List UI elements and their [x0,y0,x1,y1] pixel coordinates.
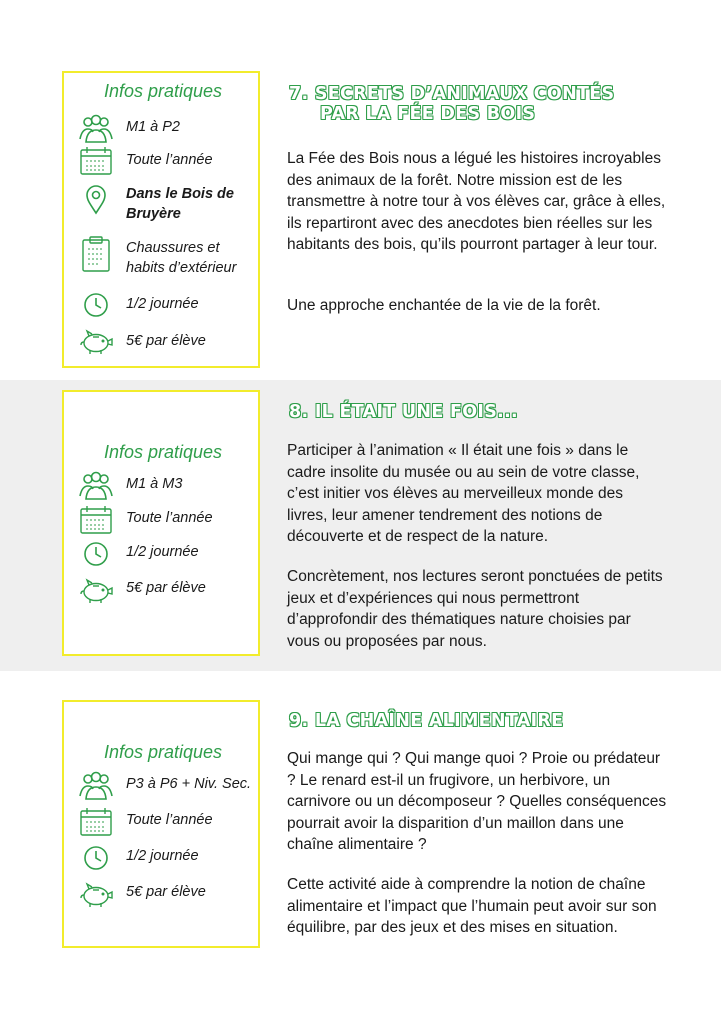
calendar-icon [78,504,114,536]
piggy-bank-icon [78,574,114,606]
clipboard-icon [78,235,114,273]
calendar-icon [78,145,114,177]
group-icon [78,113,114,145]
clock-icon [78,289,114,321]
info-price: 5€ par élève [126,580,206,596]
info-period: Toute l’année [126,152,213,168]
info-title: Infos pratiques [103,742,223,762]
info-age: M1 à P2 [126,119,180,135]
section-title-8 [289,402,518,422]
info-age: P3 à P6 + Niv. Sec. [126,776,252,792]
section-paragraph: Concrètement, nos lectures seront ponctuées de petits jeux et d’expériences qui nous permettront d’approfondir des thématiques nature choisies par vous ou proposées par nous. [287,568,663,650]
section-paragraph: Qui mange qui ? Qui mange quoi ? Proie ou prédateur ? Le renard est-il un frugivore, un herbivore, un carnivore ou un décomposeur ? Quelles conséquences pourrait avoir la disparition d’un maillon dans une chaîne alimentaire ? [287,750,667,854]
location-pin-icon [78,183,114,215]
section-title-line1: 9. LA CHAÎNE ALIMENTAIRE [289,711,564,731]
info-period: Toute l’année [126,812,213,828]
info-box-section-8 [62,390,260,656]
section-paragraph: Une approche enchantée de la vie de la forêt. [287,297,601,314]
info-price: 5€ par élève [126,884,206,900]
info-price: 5€ par élève [126,333,206,349]
section-title-9 [289,711,563,731]
clock-icon [78,842,114,874]
section-paragraph: Cette activité aide à comprendre la notion de chaîne alimentaire et l’impact que l’humain peut avoir sur son équilibre, par des jeux et des mises en situation. [287,876,657,937]
info-period: Toute l’année [126,510,213,526]
info-duration: 1/2 journée [126,848,199,864]
section-title-line2: PAR LA FÉE DES BOIS [320,104,536,124]
section-title-line1: 7. SECRETS D’ANIMAUX CONTÉS [289,84,615,104]
info-box-section-9 [62,700,260,948]
calendar-icon [78,806,114,838]
piggy-bank-icon [78,325,114,357]
info-equipment: Chaussures et habits d’extérieur [126,240,237,276]
section-title-line1: 8. IL ÉTAIT UNE FOIS... [289,402,518,422]
info-location: Dans le Bois de Bruyère [126,186,234,222]
piggy-bank-icon [78,878,114,910]
info-title: Infos pratiques [103,442,223,462]
info-age: M1 à M3 [126,476,183,492]
info-title: Infos pratiques [103,81,223,101]
info-box-section-7 [62,71,260,368]
section-title-7 [289,84,614,124]
info-duration: 1/2 journée [126,544,199,560]
info-duration: 1/2 journée [126,296,199,312]
group-icon [78,770,114,802]
section-paragraph: La Fée des Bois nous a légué les histoires incroyables des animaux de la forêt. Notre mission est de les transmettre à notre tour à vos élèves car, grâce à elles, ils repartiront avec des anecdotes bien réelles sur les habitants des bois, qu’ils pourront partager à leur tour. [287,150,666,254]
group-icon [78,470,114,502]
section-paragraph: Participer à l’animation « Il était une fois » dans le cadre insolite du musée ou au sein de votre classe, c’est initier vos élèves au merveilleux monde des livres, leur amener tendrement des notions de découverte et de respect de la nature. [287,442,640,546]
clock-icon [78,538,114,570]
